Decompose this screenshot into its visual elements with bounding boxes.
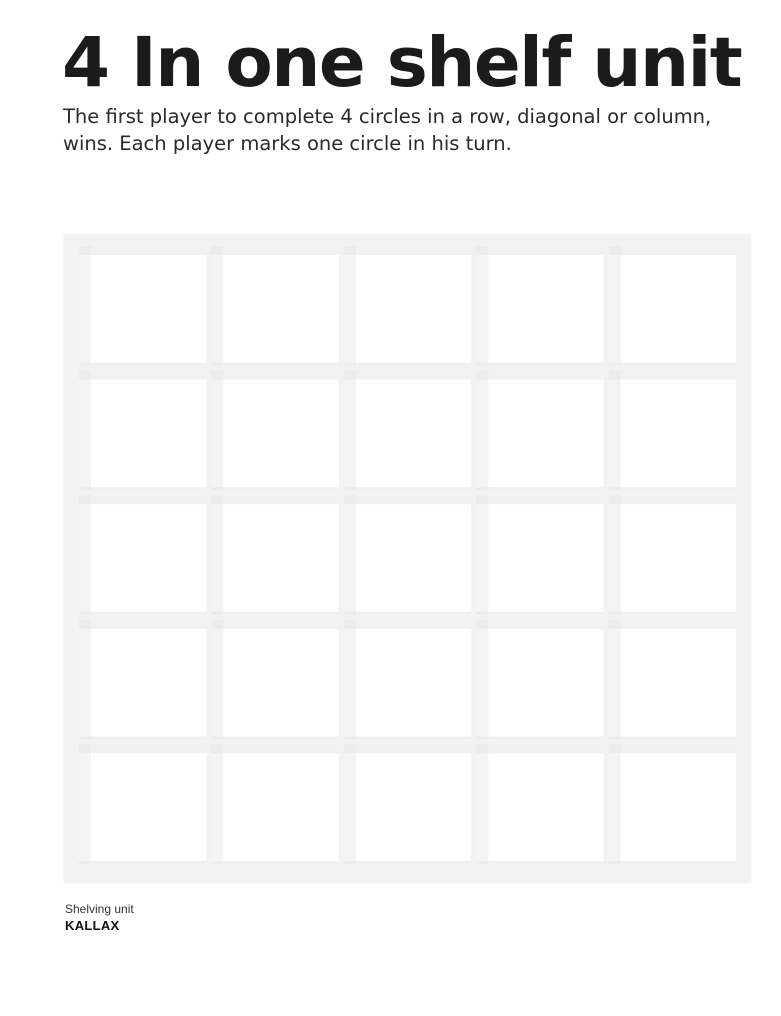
- shelf-cell: [211, 495, 338, 615]
- shelf-cell: [476, 246, 603, 366]
- shelf-cell: [344, 371, 471, 491]
- product-type-label: Shelving unit: [65, 902, 134, 916]
- shelf-cell: [79, 620, 206, 740]
- shelf-cell: [211, 620, 338, 740]
- shelf-cell: [476, 495, 603, 615]
- shelf-cell: [211, 744, 338, 864]
- shelf-cell: [609, 495, 736, 615]
- product-caption: [65, 901, 134, 935]
- shelf-cell: [344, 620, 471, 740]
- shelf-cell: [211, 246, 338, 366]
- shelf-cell: [609, 620, 736, 740]
- shelf-cell: [609, 371, 736, 491]
- shelf-cell: [476, 620, 603, 740]
- shelf-cell: [79, 495, 206, 615]
- game-rules-text: The first player to complete 4 circles in a row, diagonal or column, wins. Each player marks one circle in his turn.: [63, 105, 712, 155]
- shelf-cell: [211, 371, 338, 491]
- shelf-cell: [476, 371, 603, 491]
- shelf-grid: [64, 234, 751, 882]
- shelf-cell: [79, 246, 206, 366]
- shelf-cell: [344, 246, 471, 366]
- shelf-cell: [609, 744, 736, 864]
- shelf-cell: [79, 371, 206, 491]
- shelf-cell: [344, 495, 471, 615]
- shelf-cell: [344, 744, 471, 864]
- product-name: KALLAX: [65, 918, 120, 933]
- shelf-cell: [476, 744, 603, 864]
- page-title: 4 In one shelf unit: [62, 23, 742, 103]
- shelf-cell: [609, 246, 736, 366]
- shelf-cell: [79, 744, 206, 864]
- shelving-unit-illustration: [64, 234, 751, 882]
